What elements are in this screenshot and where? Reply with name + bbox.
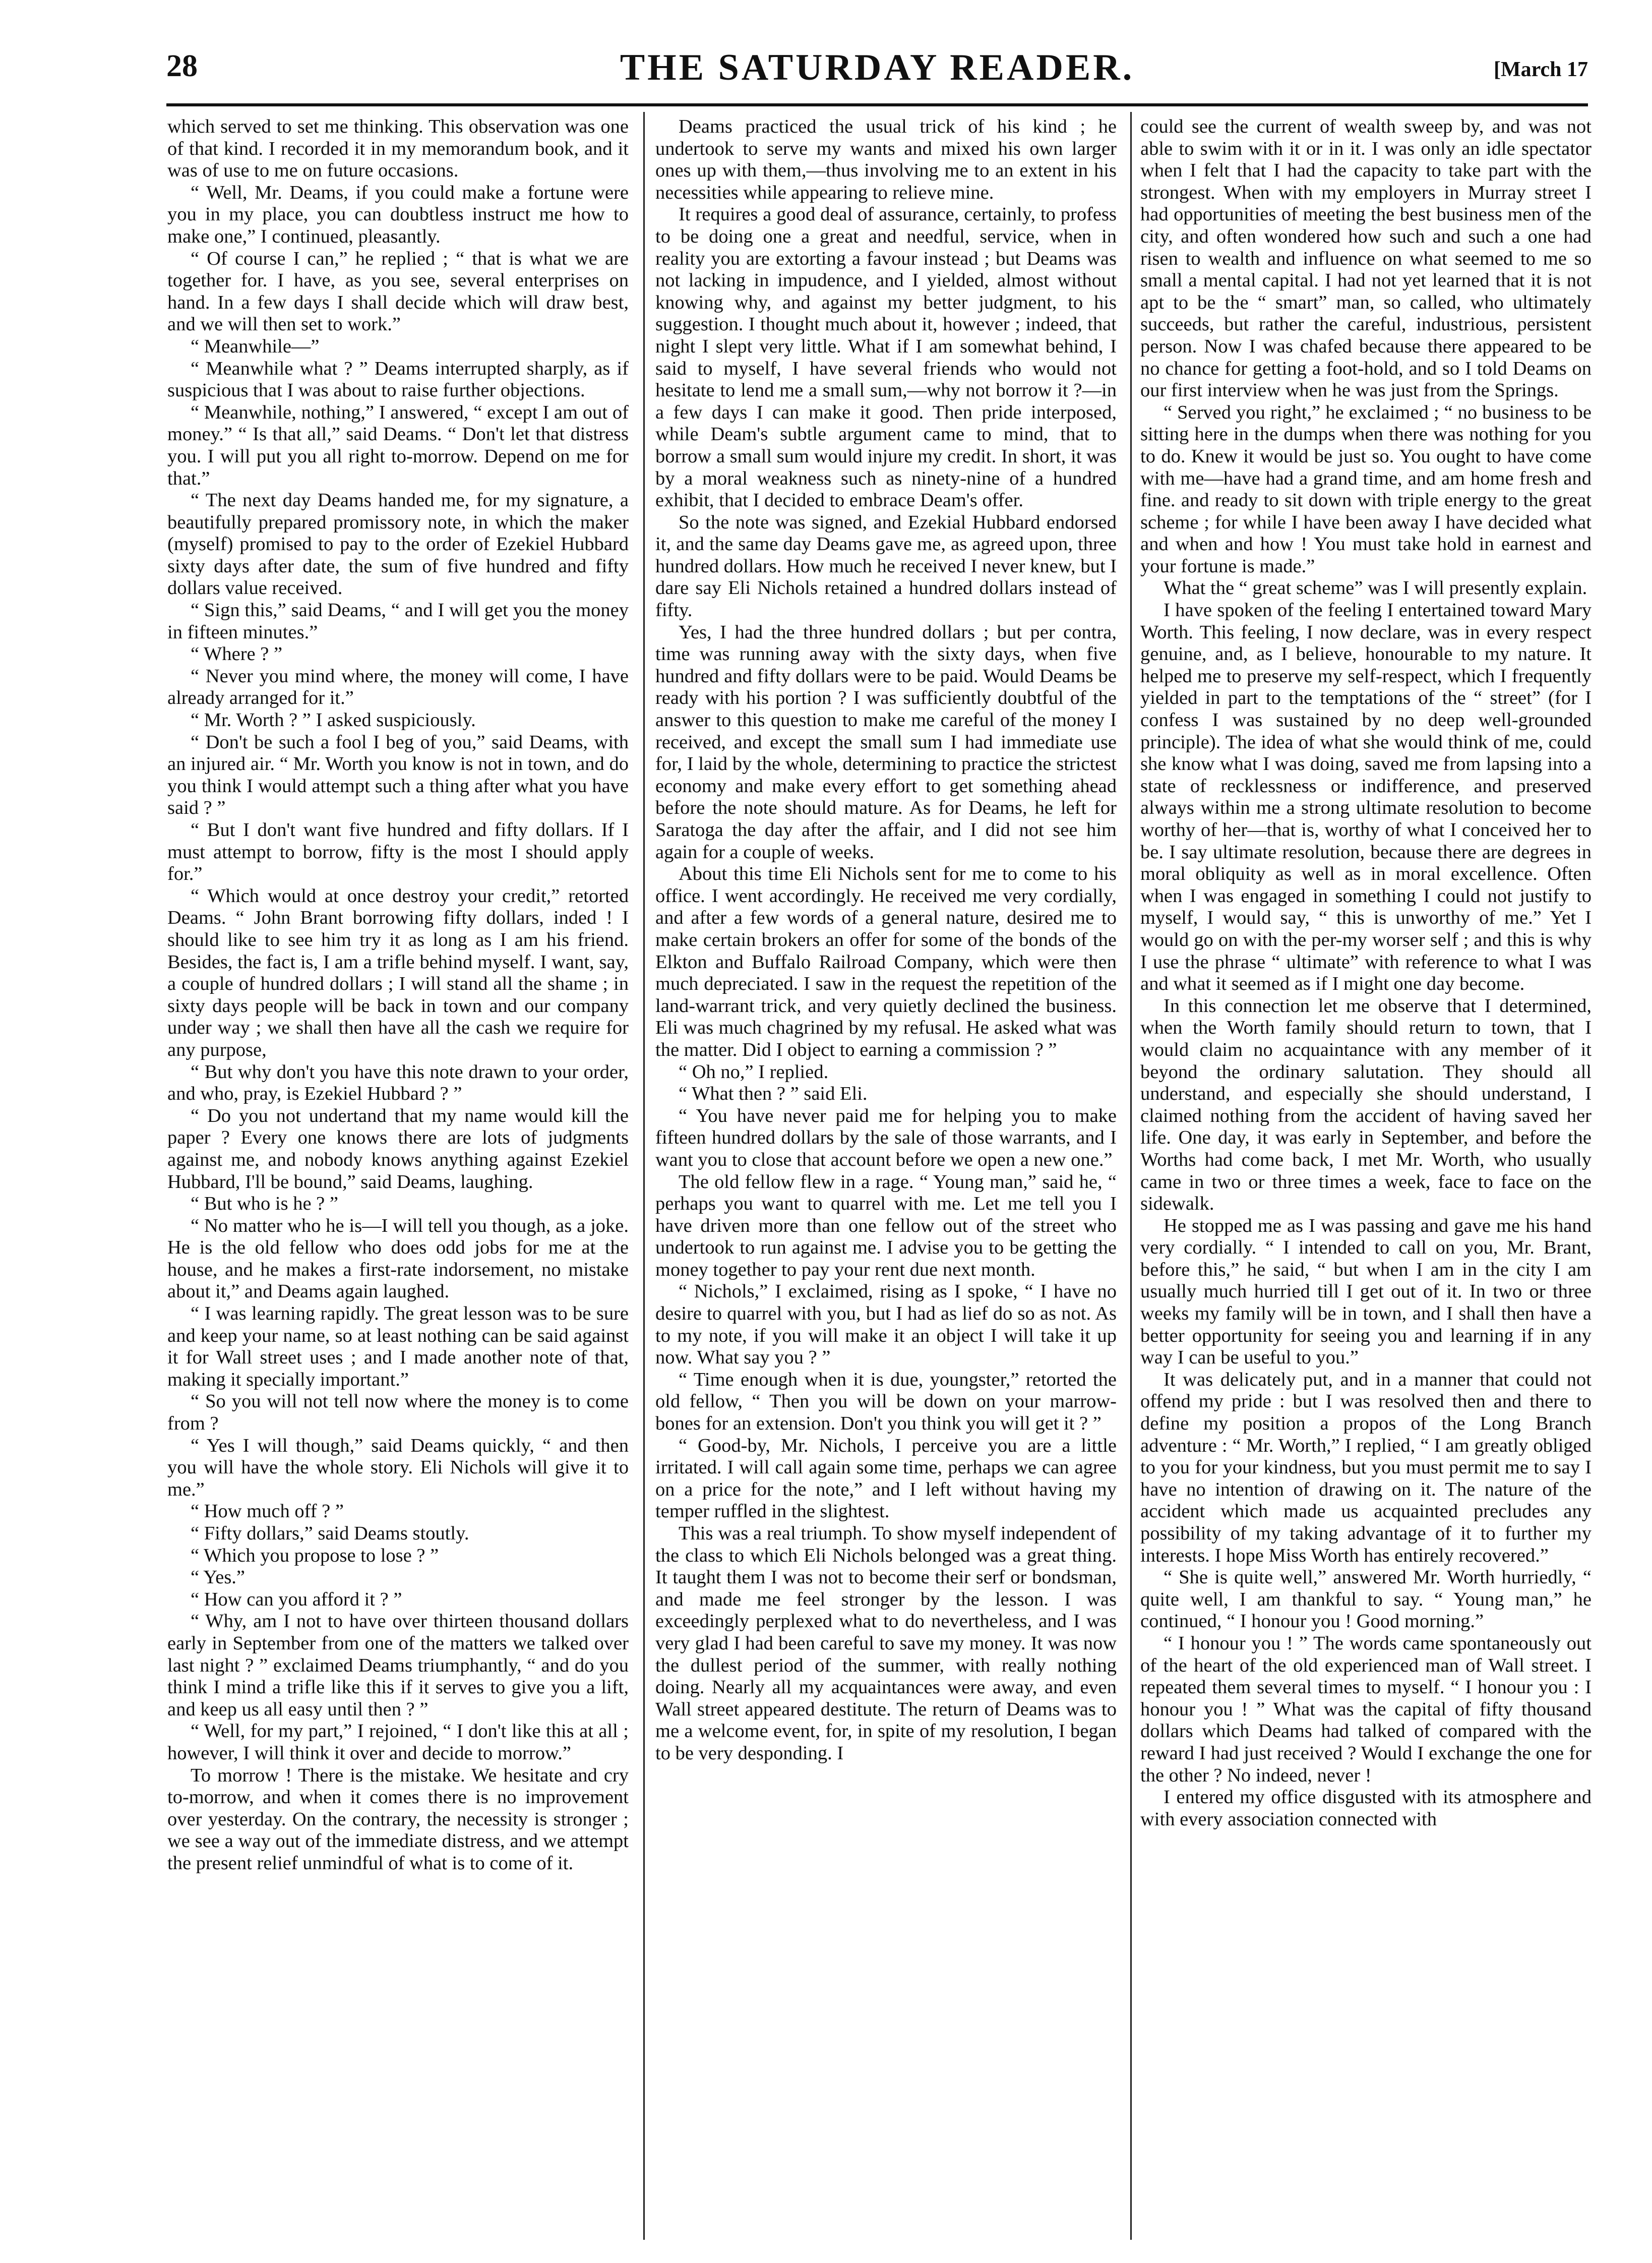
paragraph: I entered my office disgusted with its atmosphere and with every association connected with [1140, 1786, 1592, 1830]
paragraph: “ Why, am I not to have over thirteen thousand dollars early in September from one of the matters we talked over last night ? ” exclaimed Deams triumphantly, “ and do you think I mind a trifle like this if it serves to give you a lift, and keep us all easy until then ? ” [167, 1611, 629, 1720]
paragraph: Yes, I had the three hundred dollars ; but per contra, time was running away with the sixty days, when five hundred and fifty dollars were to be paid. Would Deams be ready with his portion ? I was sufficiently doubtful of the answer to this question to make me careful of the money I received, and except the small sum I had immediate use for, I laid by the whole, determining to practice the strictest economy and make every effort to get something ahead before the note should mature. As for Deams, he left for Saratoga the day after the affair, and I did not see him again for a couple of weeks. [655, 621, 1117, 863]
paragraph: “ She is quite well,” answered Mr. Worth hurriedly, “ quite well, I am thankful to say. “ Young man,” he continued, “ I honour you ! Good morning.” [1140, 1567, 1592, 1632]
paragraph: The old fellow flew in a rage. “ Young man,” said he, “ perhaps you want to quarrel with me. Let me tell you I have driven more than one fellow out of the street who undertook to run against me. I advise you to be getting the money together to pay your rent due next month. [655, 1171, 1117, 1280]
paragraph: “ Good-by, Mr. Nichols, I perceive you are a little irritated. I will call again some time, perhaps we can agree on a price for the note,” and I left without having my temper ruffled in the slightest. [655, 1435, 1117, 1522]
paragraph: “ But I don't want five hundred and fifty dollars. If I must attempt to borrow, fifty is the most I should apply for.” [167, 819, 629, 885]
paragraph: “ Which you propose to lose ? ” [191, 1544, 439, 1566]
paragraph: “ Don't be such a fool I beg of you,” said Deams, with an injured air. “ Mr. Worth you know is not in town, and do you think I would attempt such a thing after what you have said ? ” [167, 731, 629, 819]
paragraph: “ Fifty dollars,” said Deams stoutly. [191, 1523, 469, 1544]
paragraph: “ Well, for my part,” I rejoined, “ I don't like this at all ; however, I will think it over and decide to morrow.” [167, 1720, 629, 1764]
paragraph: “ What then ? ” said Eli. [679, 1083, 868, 1105]
text-column-3 [1140, 116, 1592, 2239]
paragraph: “ Time enough when it is due, youngster,” retorted the old fellow, “ Then you will be down on your marrow-bones for an extension. Don't you think you will get it ? ” [655, 1368, 1117, 1435]
masthead-title: THE SATURDAY READER. [620, 47, 1135, 88]
paragraph: “ Of course I can,” he replied ; “ that is what we are together for. I have, as you see, several enterprises on hand. In a few days I shall decide which will draw best, and we will then set to work.” [167, 248, 629, 335]
column-divider [643, 112, 645, 2240]
paragraph: “ I was learning rapidly. The great lesson was to be sure and keep your name, so at least nothing can be said against it for Wall street uses ; and I made another note of that, making it specially important.” [167, 1303, 629, 1390]
paragraph: I have spoken of the feeling I entertained toward Mary Worth. This feeling, I now declare, was in every respect genuine, and, as I believe, honourable to my nature. It helped me to preserve my self-respect, which I frequently yielded in part to the temptations of the “ street” (for I confess I was sustained by no deep well-grounded principle). The idea of what she would think of me, could she know what I was doing, saved me from lapsing into a state of recklessness or indifference, and preserved always within me a strong ultimate resolution to become worthy of her—that is, worthy of what I conceived her to be. I say ultimate resolution, because there are degrees in moral obliquity as well as in moral excellence. Often when I was engaged in something I could not justify to myself, I would say, “ this is unworthy of me.” Yet I would go on with the per-my worser self ; and this is why I use the phrase “ ultimate” with reference to what I was and what it seemed as if I might one day become. [1140, 600, 1592, 995]
page-header [166, 48, 1588, 104]
paragraph: “ No matter who he is—I will tell you though, as a joke. He is the old fellow who does odd jobs for me at the house, and he makes a first-rate indorsement, no mistake about it,” and Deams again laughed. [167, 1215, 629, 1302]
paragraph: “ The next day Deams handed me, for my signature, a beautifully prepared promissory note, in which the maker (myself) promised to pay to the order of Ezekiel Hubbard sixty days after date, the sum of five hundred and fifty dollars value received. [167, 490, 629, 599]
paragraph: “ Well, Mr. Deams, if you could make a fortune were you in my place, you can doubtless instruct me how to make one,” I continued, pleasantly. [167, 182, 629, 247]
text-column-1 [167, 116, 629, 2239]
paragraph: In this connection let me observe that I determined, when the Worth family should return to town, that I would claim no acquaintance with any member of it beyond the ordinary salutation. They should all understand, and especially she should understand, I claimed nothing from the accident of having saved her life. One day, it was early in September, and before the Worths had come back, I met Mr. Worth, who usually came in two or three times a week, face to face on the sidewalk. [1140, 995, 1592, 1215]
header-rule [166, 103, 1588, 106]
paragraph: Deams practiced the usual trick of his kind ; he undertook to serve my wants and mixed his own larger ones up with them,—thus involving me to an extent in his necessities while appearing to relieve mine. [655, 116, 1117, 203]
paragraph: So the note was signed, and Ezekial Hubbard endorsed it, and the same day Deams gave me, as agreed upon, three hundred dollars. How much he received I never knew, but I dare say Eli Nichols retained a hundred dollars instead of fifty. [655, 511, 1117, 621]
paragraph: could see the current of wealth sweep by, and was not able to swim with it or in it. I was only an idle spectator when I felt that I had the capacity to take part with the strongest. When with my employers in Murray street I had opportunities of meeting the best business men of the city, and often wondered how such and such a one had risen to wealth and influence on what seemed to me so small a mental capital. I had not yet learned that it is not apt to be the “ smart” man, so called, who ultimately succeeds, but rather the careful, industrious, persistent person. Now I was chafed because there appeared to be no chance for getting a foot-hold, and so I told Deams on our first interview when he was just from the Springs. [1140, 116, 1592, 401]
paragraph: which served to set me thinking. This observation was one of that kind. I recorded it in my memorandum book, and it was of use to me on future occasions. [167, 116, 629, 182]
page-number: 28 [166, 49, 198, 83]
text-column-2 [655, 116, 1117, 2239]
paragraph: “ Meanwhile—” [191, 335, 320, 357]
paragraph: It was delicately put, and in a manner that could not offend my pride : but I was resolved then and there to define my position a propos of the Long Branch adventure : “ Mr. Worth,” I replied, “ I am greatly obliged to you for your kindness, but you must permit me to say I have no intention of drawing on it. The nature of the accident which made us acquainted precludes any possibility of my taking advantage of it to further my interests. I hope Miss Worth has entirely recovered.” [1140, 1368, 1592, 1566]
paragraph: What the “ great scheme” was I will presently explain. [1164, 577, 1587, 599]
paragraph: “ Which would at once destroy your credit,” retorted Deams. “ John Brant borrowing fifty dollars, inded ! I should like to see him try it as long as I am his friend. Besides, the fact is, I am a trifle behind myself. I want, say, a couple of hundred dollars ; I will stand all the shame ; in sixty days people will be back in town and our company under way ; we shall then have all the cash we require for any purpose, [167, 885, 629, 1060]
paragraph: “ Served you right,” he exclaimed ; “ no business to be sitting here in the dumps when there was nothing for you to do. Knew it would be just so. You ought to have come with me—have had a grand time, and am home fresh and fine. and ready to sit down with triple energy to the great scheme ; for while I have been away I have decided what and when and how ! You must take hold in earnest and your fortune is made.” [1140, 401, 1592, 577]
paragraph: “ Oh no,” I replied. [679, 1061, 829, 1083]
paragraph: About this time Eli Nichols sent for me to come to his office. I went accordingly. He received me very cordially, and after a few words of a general nature, desired me to make certain brokers an offer for some of the bonds of the Elkton and Buffalo Railroad Company, which were then much depreciated. I saw in the request the repetition of the land-warrant trick, and very quietly declined the business. Eli was much chagrined by my refusal. He asked what was the matter. Did I object to earning a commission ? ” [655, 863, 1117, 1060]
column-divider [1130, 112, 1132, 2240]
paragraph: “ Nichols,” I exclaimed, rising as I spoke, “ I have no desire to quarrel with you, but I had as lief do so as not. As to my note, if you will make it an object I will take it up now. What say you ? ” [655, 1281, 1117, 1368]
issue-date: [March 17 [1493, 58, 1588, 81]
paragraph: “ So you will not tell now where the money is to come from ? [167, 1391, 629, 1435]
paragraph: “ Meanwhile, nothing,” I answered, “ except I am out of money.” “ Is that all,” said Deams. “ Don't let that distress you. I will put you all right to-morrow. Depend on me for that.” [167, 401, 629, 489]
paragraph: “ Do you not undertand that my name would kill the paper ? Every one knows there are lots of judgments against me, and nobody knows anything against Ezekiel Hubbard, I'll be bound,” said Deams, laughing. [167, 1105, 629, 1193]
paragraph: “ Yes I will though,” said Deams quickly, “ and then you will have the whole story. Eli Nichols will give it to me.” [167, 1435, 629, 1500]
paragraph: “ Where ? ” [191, 643, 283, 665]
paragraph: It requires a good deal of assurance, certainly, to profess to be doing one a great and needful, service, when in reality you are extorting a favour instead ; but Deams was not lacking in impudence, and I yielded, almost without knowing why, and against my better judgment, to his suggestion. I thought much about it, however ; indeed, that night I slept very little. What if I am somewhat behind, I said to myself, I have several friends who would not hesitate to lend me a small sum,—why not borrow it ?—in a few days I can make it good. Then pride interposed, while Deam's subtle argument came to mind, that to borrow a small sum would injure my credit. In short, it was by a moral weakness such as ninety-nine of a hundred exhibit, that I decided to embrace Deam's offer. [655, 204, 1117, 511]
paragraph: “ I honour you ! ” The words came spontaneously out of the heart of the old experienced man of Wall street. I repeated them several times to myself. “ I honour you : I honour you ! ” What was the capital of fifty thousand dollars which Deams had talked of compared with the reward I had just received ? Would I exchange the one for the other ? No indeed, never ! [1140, 1632, 1592, 1786]
paragraph: “ You have never paid me for helping you to make fifteen hundred dollars by the sale of those warrants, and I want you to close that account before we open a new one.” [655, 1105, 1117, 1170]
paragraph: “ But who is he ? ” [191, 1193, 338, 1215]
paragraph: He stopped me as I was passing and gave me his hand very cordially. “ I intended to call on you, Mr. Brant, before this,” he said, “ but when I am in the city I am usually much hurried till I get out of it. In two or three weeks my family will be in town, and I shall then have a better opportunity for seeing you and learning if in any way I can be useful to you.” [1140, 1215, 1592, 1368]
paragraph: “ Meanwhile what ? ” Deams interrupted sharply, as if suspicious that I was about to raise further objections. [167, 358, 629, 401]
paragraph: “ How can you afford it ? ” [191, 1588, 402, 1610]
paragraph: This was a real triumph. To show myself independent of the class to which Eli Nichols belonged was a great thing. It taught them I was not to become their serf or bondsman, and made me feel stronger by the lesson. I was exceedingly perplexed what to do nevertheless, and I was very glad I had been careful to save my money. It was now the dullest period of the summer, with really nothing doing. Nearly all my acquaintances were away, and even Wall street appeared destitute. The return of Deams was to me a welcome event, for, in spite of my resolution, I began to be very desponding. I [655, 1523, 1117, 1764]
paragraph: To morrow ! There is the mistake. We hesitate and cry to-morrow, and when it comes there is no improvement over yesterday. On the contrary, the necessity is stronger ; we see a way out of the immediate distress, and we attempt the present relief unmindful of what is to come of it. [167, 1764, 629, 1874]
paragraph: “ Yes.” [191, 1567, 246, 1588]
paragraph: “ But why don't you have this note drawn to your order, and who, pray, is Ezekiel Hubbard ? ” [167, 1061, 629, 1105]
paragraph: “ Sign this,” said Deams, “ and I will get you the money in fifteen minutes.” [167, 600, 629, 643]
paragraph: “ Mr. Worth ? ” I asked suspiciously. [191, 709, 476, 731]
paragraph: “ Never you mind where, the money will come, I have already arranged for it.” [167, 665, 629, 709]
paragraph: “ How much off ? ” [191, 1501, 344, 1522]
